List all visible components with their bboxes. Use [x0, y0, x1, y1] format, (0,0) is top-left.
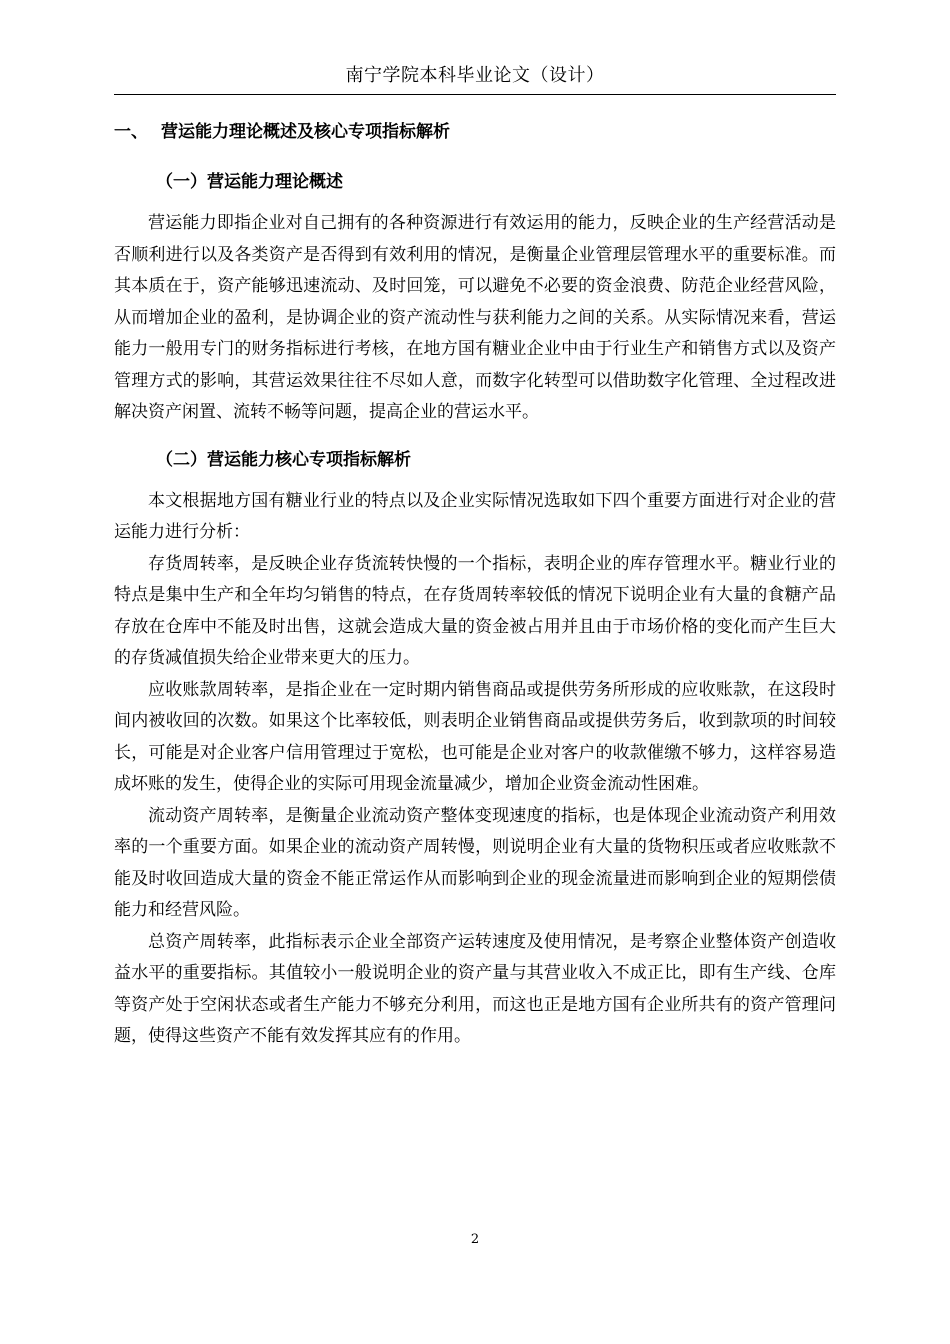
paragraph: 流动资产周转率，是衡量企业流动资产整体变现速度的指标，也是体现企业流动资产利用效率的一个重要方面。如果企业的流动资产周转慢，则说明企业有大量的货物积压或者应收账款不能及时收回造成大量的资金不能正常运作从而影响到企业的现金流量进而影响到企业的短期偿债能力和经营风险。 [114, 805, 836, 920]
page-content [114, 114, 836, 1053]
paragraph: 营运能力即指企业对自己拥有的各种资源进行有效运用的能力，反映企业的生产经营活动是否顺利进行以及各类资产是否得到有效利用的情况，是衡量企业管理层管理水平的重要标准。而其本质在于，资产能够迅速流动、及时回笼，可以避免不必要的资金浪费、防范企业经营风险，从而增加企业的盈利，是协调企业的资产流动性与获利能力之间的关系。从实际情况来看，营运能力一般用专门的财务指标进行考核，在地方国有糖业企业中由于行业生产和销售方式以及资产管理方式的影响，其营运效果往往不尽如人意，而数字化转型可以借助数字化管理、全过程改进解决资产闲置、流转不畅等问题，提高企业的营运水平。 [114, 213, 836, 422]
section-title: 营运能力理论概述及核心专项指标解析 [161, 122, 450, 142]
paragraph: 本文根据地方国有糖业行业的特点以及企业实际情况选取如下四个重要方面进行对企业的营运能力进行分析： [114, 490, 836, 542]
section-heading [114, 120, 836, 144]
subsection-heading-1: （一）营运能力理论概述 [156, 172, 343, 192]
running-header: 南宁学院本科毕业论文（设计） [345, 65, 605, 86]
page-number: 2 [470, 1232, 480, 1247]
paragraph: 存货周转率，是反映企业存货流转快慢的一个指标，表明企业的库存管理水平。糖业行业的特点是集中生产和全年均匀销售的特点，在存货周转率较低的情况下说明企业有大量的食糖产品存放在仓库中不能及时出售，这就会造成大量的资金被占用并且由于市场价格的变化而产生巨大的存货减值损失给企业带来更大的压力。 [114, 553, 836, 668]
subsection-heading-2: （二）营运能力核心专项指标解析 [156, 449, 411, 470]
header-rule [114, 94, 836, 95]
paragraph: 总资产周转率，此指标表示企业全部资产运转速度及使用情况，是考察企业整体资产创造收益水平的重要指标。其值较小一般说明企业的资产量与其营业收入不成正比，即有生产线、仓库等资产处于空闲状态或者生产能力不够充分利用，而这也正是地方国有企业所共有的资产管理问题，使得这些资产不能有效发挥其应有的作用。 [114, 931, 836, 1046]
section-number: 一、 [114, 122, 148, 142]
paragraph: 应收账款周转率，是指企业在一定时期内销售商品或提供劳务所形成的应收账款，在这段时间内被收回的次数。如果这个比率较低，则表明企业销售商品或提供劳务后，收到款项的时间较长，可能是对企业客户信用管理过于宽松，也可能是企业对客户的收款催缴不够力，这样容易造成坏账的发生，使得企业的实际可用现金流量减少，增加企业资金流动性困难。 [114, 679, 836, 794]
